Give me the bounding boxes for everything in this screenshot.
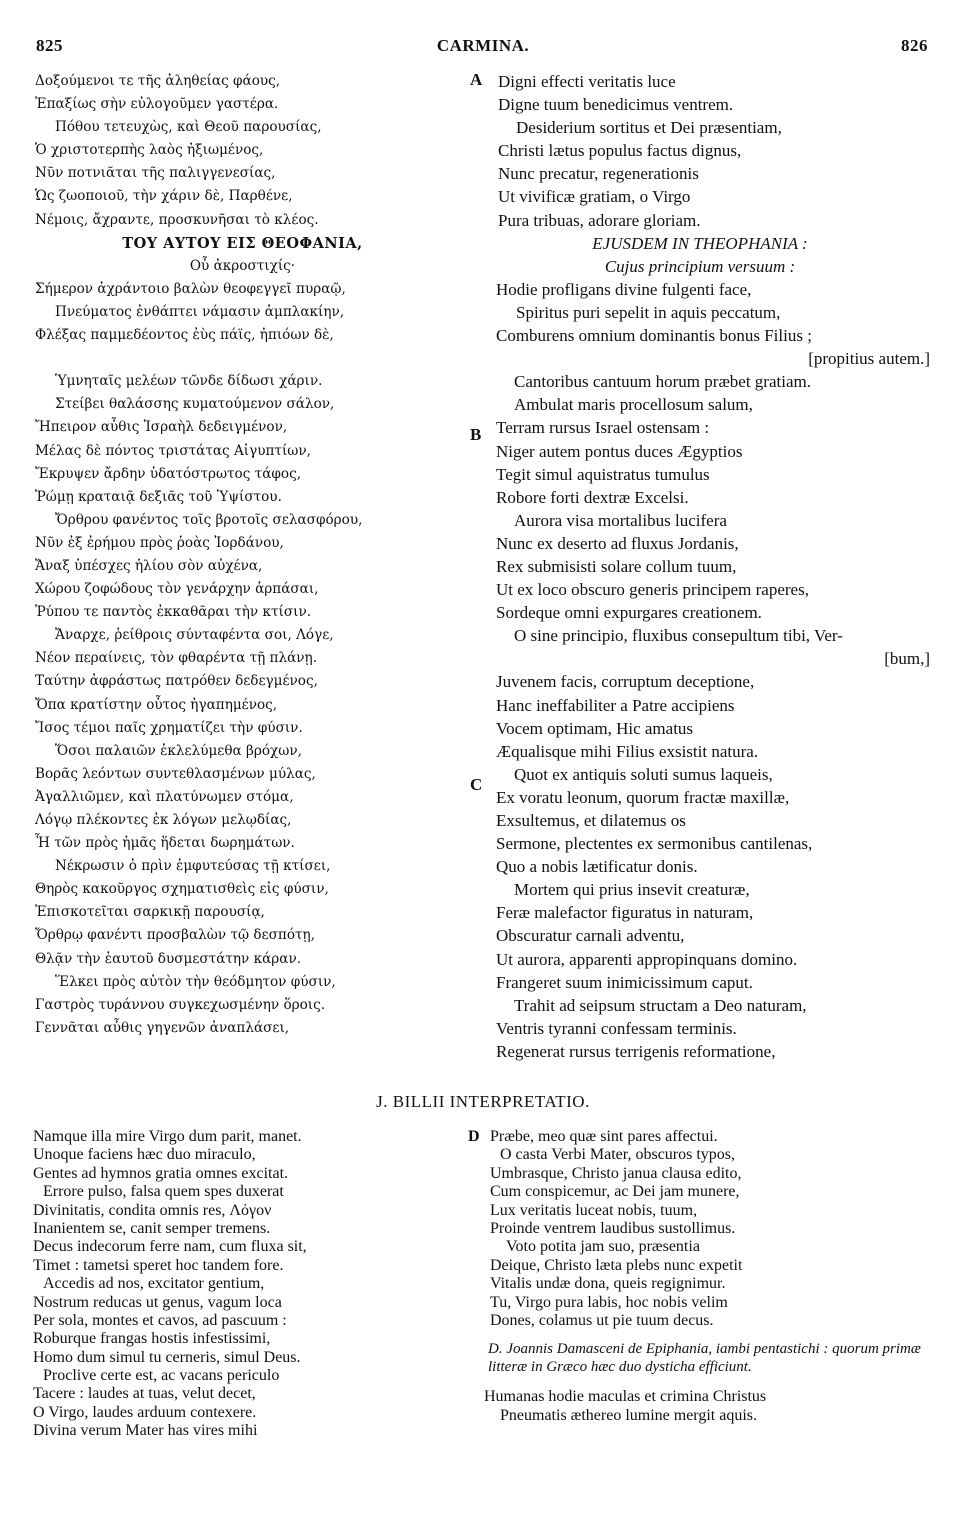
latin-line: Quot ex antiquis soluti sumus laqueis, <box>514 764 773 784</box>
acrostic-label-latin: Cujus principium versuum : <box>604 256 796 276</box>
verse-line: Errore pulso, falsa quem spes duxerat <box>43 1183 284 1201</box>
greek-line: Νέμοις, ἄχραντε, προσκυνῆσαι τὸ κλέος. <box>35 211 319 228</box>
verse-line: Unoque faciens hæc duo miraculo, <box>33 1146 256 1164</box>
verse-line: Lux veritatis luceat nobis, tuum, <box>490 1201 698 1219</box>
greek-line: Ἄναρχε, ῥείθροις σύνταφέντα σοι, Λόγε, <box>55 627 334 644</box>
greek-line: Ῥύπου τε παντὸς ἐκκαθᾶραι τὴν κτίσιν. <box>35 604 312 621</box>
interpretation-right-column <box>470 1128 940 1425</box>
section-heading-latin: EJUSDEM IN THEOPHANIA : <box>592 233 808 253</box>
latin-line: Christi lætus populus factus dignus, <box>498 141 742 161</box>
greek-line: Φλέξας παμμεδέοντος ἐὺς πάϊς, ἠπιόων δὲ, <box>35 327 334 344</box>
latin-line: Spiritus puri sepelit in aquis peccatum, <box>516 302 781 322</box>
latin-line: Desiderium sortitus et Dei præsentiam, <box>516 118 782 138</box>
latin-line: Ambulat maris procellosum salum, <box>514 395 753 415</box>
latin-line: Nunc precatur, regenerationis <box>498 164 699 184</box>
verse-line: Decus indecorum ferre nam, cum fluxa sit, <box>33 1238 307 1256</box>
latin-line: Ut aurora, apparenti appropinquans domino. <box>496 949 798 969</box>
editorial-note: D. Joannis Damasceni de Epiphania, iambi pentastichi : quorum primæ litteræ in Græco hæc duo dysticha efficiunt. <box>488 1341 921 1376</box>
latin-line: Digni effecti veritatis luce <box>498 72 676 91</box>
latin-line: Comburens omnium dominantis bonus Filius ; <box>496 326 812 346</box>
acrostic-label-greek: Οὗ ἀκροστιχίς· <box>189 257 296 274</box>
greek-line: Ἐπισκοτεῖται σαρκικῇ παρουσίᾳ, <box>35 904 265 921</box>
closing-line: Pneumatis æthereo lumine mergit aquis. <box>500 1406 757 1424</box>
greek-line: Πόθου τετευχὼς, καὶ Θεοῦ παρουσίας, <box>55 119 322 136</box>
greek-line: Ἄναξ ὑπέσχες ἡλίου σὸν αὐχένα, <box>35 557 263 574</box>
greek-line: Νῦν ἐξ ἐρήμου πρὸς ῥοὰς Ἰορδάνου, <box>35 534 284 551</box>
greek-line: Ὄρθρῳ φανέντι προσβαλὼν τῷ δεσπότῃ, <box>35 927 315 944</box>
verse-line: Roburque frangas hostis infestissimi, <box>33 1330 271 1348</box>
latin-line: Sordeque omni expurgares creationem. <box>496 603 762 623</box>
latin-line: O sine principio, fluxibus consepultum tibi, Ver- <box>514 626 843 646</box>
page-number-right: 826 <box>901 36 928 55</box>
latin-line: Hodie profligans divine fulgenti face, <box>496 279 752 299</box>
verse-line: Præbe, meo quæ sint pares affectui. <box>490 1128 718 1145</box>
greek-line: Ὄπα κρατίστην οὗτος ἠγαπημένος, <box>35 696 278 713</box>
verse-line: Umbrasque, Christo janua clausa edito, <box>490 1164 742 1182</box>
greek-line: Θλᾷν τὴν ἑαυτοῦ δυσμεστάτην κάραν. <box>35 950 302 967</box>
latin-line: Ventris tyranni confessam terminis. <box>496 1018 737 1038</box>
latin-line: Digne tuum benedicimus ventrem. <box>498 95 734 115</box>
latin-line: Æqualisque mihi Filius exsistit natura. <box>496 741 759 761</box>
verse-line: Vitalis undæ dona, queis regignimur. <box>490 1275 726 1293</box>
verse-line: Accedis ad nos, excitator gentium, <box>43 1275 265 1293</box>
greek-line: Χώρου ζοφώδους τὸν γενάρχην ἁρπάσαι, <box>35 581 319 598</box>
greek-line: Στείβει θαλάσσης κυματούμενον σάλον, <box>55 396 335 413</box>
greek-line: Μέλας δὲ πόντος τριστάτας Αἰγυπτίων, <box>35 442 311 459</box>
latin-line: Frangeret suum inimicissimum caput. <box>496 972 753 992</box>
latin-line: Juvenem facis, corruptum deceptione, <box>496 672 755 692</box>
latin-line: Trahit ad seipsum structam a Deo naturam, <box>514 995 807 1015</box>
closing-line: Humanas hodie maculas et crimina Christus <box>484 1388 767 1406</box>
verse-line: O Virgo, laudes arduum contexere. <box>33 1403 257 1421</box>
greek-line: Νέκρωσιν ὁ πρὶν ἐμφυτεύσας τῇ κτίσει, <box>55 858 331 875</box>
latin-line-continuation: [bum,] <box>884 649 930 669</box>
margin-letter-a: A <box>470 70 483 89</box>
verse-line: Nostrum reducas ut genus, vagum loca <box>33 1293 282 1311</box>
verse-line: Proinde ventrem laudibus sustollimus. <box>490 1219 736 1237</box>
greek-line: Γαστρὸς τυράννου συγκεχωσμένην ὅροις. <box>35 996 326 1013</box>
latin-line: Vocem optimam, Hic amatus <box>496 718 694 738</box>
verse-line: Timet : tametsi speret hoc tandem fore. <box>33 1256 284 1274</box>
verse-line: Homo dum simul tu cerneris, simul Deus. <box>33 1348 301 1366</box>
greek-line: Ὄρθρου φανέντος τοῖς βροτοῖς σελασφόρου, <box>55 511 363 528</box>
latin-line: Nunc ex deserto ad fluxus Jordanis, <box>496 533 739 553</box>
verse-line: Proclive certe est, ac vacans periculo <box>43 1367 280 1385</box>
margin-letter-d: D <box>468 1128 480 1145</box>
verse-line: Voto potita jam suo, præsentia <box>506 1238 700 1256</box>
greek-line: Ἴσος τέμοι παῖς χρηματίζει τὴν φύσιν. <box>35 719 303 736</box>
greek-line: Ὡς ζωοποιοῦ, τὴν χάριν δὲ, Παρθένε, <box>35 188 293 205</box>
latin-line: Feræ malefactor figuratus in naturam, <box>496 903 754 923</box>
running-title: CARMINA. <box>436 36 530 55</box>
greek-line: Θηρὸς κακοῦργος σχηματισθεὶς εἰς φύσιν, <box>35 881 329 898</box>
verse-line: Inanientem se, canit semper tremens. <box>33 1219 271 1237</box>
latin-line: Ex voratu leonum, quorum fractæ maxillæ, <box>496 787 790 807</box>
verse-line: Tacere : laudes at tuas, velut decet, <box>33 1385 256 1403</box>
latin-line: Pura tribuas, adorare gloriam. <box>498 210 701 230</box>
verse-line: Dones, colamus ut pie tuum decus. <box>490 1311 714 1329</box>
interpretation-heading: J. BILLII INTERPRETATIO. <box>376 1092 590 1111</box>
latin-line: Robore forti dextræ Excelsi. <box>496 487 689 507</box>
greek-line: Ἐπαξίως σὴν εὐλογοῦμεν γαστέρα. <box>35 96 279 113</box>
latin-line: Cantoribus cantuum horum præbet gratiam. <box>514 372 811 392</box>
greek-line: Νέον περαίνεις, τὸν φθαρέντα τῇ πλάνῃ. <box>35 650 318 667</box>
greek-line: Ὑμνηταῖς μελέων τῶνδε δίδωσι χάριν. <box>55 373 323 390</box>
latin-line: Ut vivificæ gratiam, o Virgo <box>498 187 691 207</box>
greek-line: Σήμερον ἀχράντοιο βαλὼν θεοφεγγεῖ πυραῷ, <box>35 280 346 297</box>
greek-line: Ἀγαλλιῶμεν, καὶ πλατύνωμεν στόμα, <box>35 788 294 805</box>
latin-line: Quo a nobis lætificatur donis. <box>496 857 698 877</box>
interpretation-left-column <box>33 1128 458 1441</box>
latin-column <box>470 70 930 1063</box>
latin-line: Obscuratur carnali adventu, <box>496 926 685 946</box>
greek-line: Βορᾶς λεόντων συντεθλασμένων μύλας, <box>35 765 316 782</box>
greek-line: Δοξούμενοι τε τῆς ἀληθείας φάους, <box>35 73 281 89</box>
greek-line: Ὁ χριστοτερπὴς λαὸς ἠξιωμένος, <box>35 142 264 159</box>
greek-line: Ὅσοι παλαιῶν ἐκλελύμεθα βρόχων, <box>55 742 302 759</box>
latin-line: Hanc ineffabiliter a Patre accipiens <box>496 695 735 715</box>
greek-line: Ἤπειρον αὖθις Ἰσραὴλ δεδειγμένον, <box>35 419 288 436</box>
greek-line: Ταύτην ἀφράστως πατρόθεν δεδεγμένος, <box>35 673 318 690</box>
verse-line: Divinitatis, condita omnis res, Λόγον <box>33 1201 272 1219</box>
latin-line: Ut ex loco obscuro generis principem raperes, <box>496 580 809 600</box>
verse-line: Gentes ad hymnos gratia omnes excitat. <box>33 1164 289 1182</box>
margin-letter-b: B <box>470 425 482 444</box>
greek-line: Λόγῳ πλέκοντες ἐκ λόγων μελῳδίας, <box>35 812 292 828</box>
verse-line: Cum conspicemur, ac Dei jam munere, <box>490 1183 740 1201</box>
latin-line: Exsultemus, et dilatemus os <box>496 811 686 830</box>
latin-line: Aurora visa mortalibus lucifera <box>514 510 727 530</box>
latin-line: Niger autem pontus duces Ægyptios <box>496 441 743 461</box>
verse-line: Per sola, montes et cavos, ad pascuum : <box>33 1311 287 1329</box>
page-number-left: 825 <box>36 36 63 55</box>
latin-line: Mortem qui prius insevit creaturæ, <box>514 880 750 900</box>
verse-line: Deique, Christo læta plebs nunc expetit <box>490 1256 743 1274</box>
greek-line: Ἕλκει πρὸς αὐτὸν τὴν θεόδμητον φύσιν, <box>55 973 336 990</box>
verse-line: Divina verum Mater has vires mihi <box>33 1422 258 1440</box>
margin-letter-c: C <box>470 775 483 794</box>
latin-line: Regenerat rursus terrigenis reformatione, <box>496 1041 776 1061</box>
greek-line: Ἧ τῶν πρὸς ἡμᾶς ἥδεται δωρημάτων. <box>35 835 295 852</box>
greek-line: Πνεύματος ἐνθάπτει νάμασιν ἀμπλακίην, <box>55 303 345 320</box>
verse-line: O casta Verbi Mater, obscuros typos, <box>500 1146 736 1164</box>
greek-line: Ῥώμῃ κραταιᾷ δεξιᾶς τοῦ Ὑψίστου. <box>35 488 282 505</box>
latin-line: Terram rursus Israel ostensam : <box>496 418 710 438</box>
verse-line: Tu, Virgo pura labis, hoc nobis velim <box>490 1293 728 1311</box>
latin-line-continuation: [propitius autem.] <box>808 349 930 369</box>
greek-line: Γεννᾶται αὖθις γηγενῶν ἀναπλάσει, <box>35 1019 290 1036</box>
verse-line: Namque illa mire Virgo dum parit, manet. <box>33 1128 302 1145</box>
latin-line: Sermone, plectentes ex sermonibus cantilenas, <box>496 834 813 854</box>
greek-line: Νῦν ποτνιᾶται τῆς παλιγγενεσίας, <box>35 165 276 182</box>
latin-line: Tegit simul aquistratus tumulus <box>496 464 710 484</box>
greek-column <box>35 70 450 1040</box>
section-heading-greek: ΤΟΥ ΑΥΤΟΥ ΕΙΣ ΘΕΟΦΑΝΙΑ, <box>122 234 363 252</box>
latin-line: Rex submisisti solare collum tuum, <box>496 556 737 576</box>
greek-line: Ἔκρυψεν ἄρδην ὑδατόστρωτος τάφος, <box>35 465 302 482</box>
